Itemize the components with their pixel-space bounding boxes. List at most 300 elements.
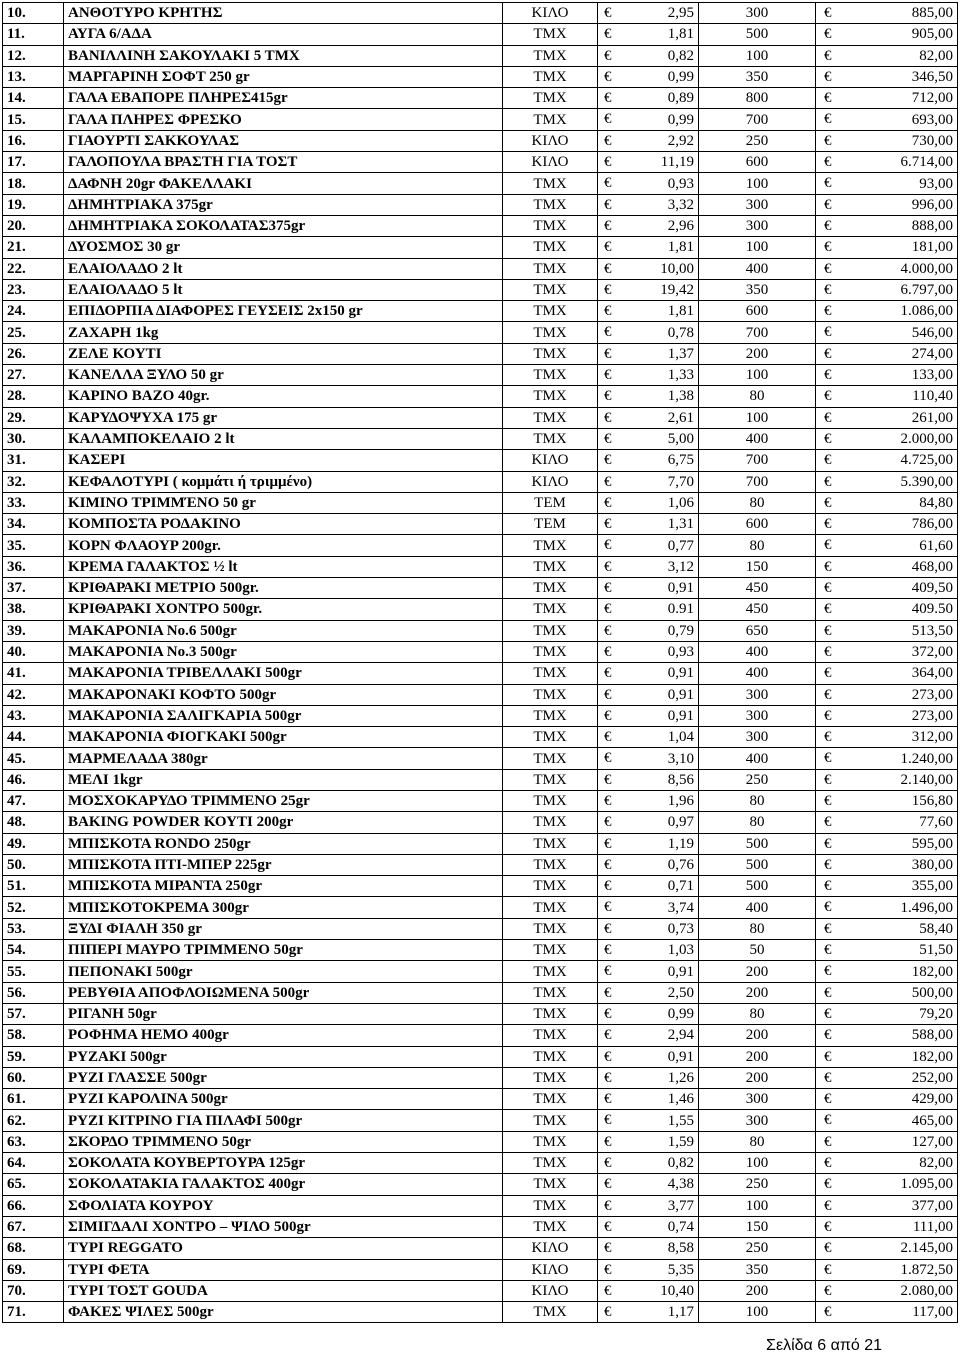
quantity: 650 [699,620,816,641]
unit-price: 0,91 [667,963,694,980]
table-row [3,1238,958,1259]
unit-price: 3,10 [667,750,694,767]
line-total: 786,00 [911,516,953,533]
unit-price: 0,91 [667,1048,694,1065]
unit-price: 6,75 [667,452,694,469]
unit-price: 2,94 [667,1027,694,1044]
quantity: 300 [699,215,816,236]
unit-price: 1,06 [667,494,694,511]
table-row [3,620,958,641]
unit-of-measure: ΤΕΜ [503,514,598,535]
line-total: 111,00 [912,1219,953,1236]
quantity: 350 [699,1259,816,1280]
line-total: 465,00 [911,1112,953,1129]
unit-price-cell [598,173,699,194]
product-name: ΚΕΦΑΛΟΤΥΡΙ ( κομμάτι ή τριμμένο) [64,471,503,492]
euro-sign: € [824,580,832,597]
line-total: 156,80 [911,793,953,810]
unit-of-measure: ΚΙΛΟ [503,152,598,173]
row-number: 49. [3,833,64,854]
line-total: 117,00 [912,1304,953,1321]
row-number: 50. [3,854,64,875]
unit-price-cell [598,45,699,66]
row-number: 57. [3,1003,64,1024]
quantity: 80 [699,918,816,939]
euro-sign: € [824,835,832,852]
euro-sign: € [824,686,832,703]
table-row [3,727,958,748]
euro-sign: € [824,1112,832,1129]
unit-price-cell [598,1067,699,1088]
unit-price: 4,38 [667,1176,694,1193]
euro-sign: € [604,68,612,85]
line-total-cell [816,940,958,961]
product-name: ΤΥΡΙ ΦΕΤΑ [64,1259,503,1280]
euro-sign: € [604,899,612,916]
table-row [3,152,958,173]
product-name: ΜΕΛΙ 1kgr [64,769,503,790]
row-number: 60. [3,1067,64,1088]
table-row [3,897,958,918]
product-name: ΜΑΡΓΑΡΙΝΗ ΣΟΦΤ 250 gr [64,66,503,87]
row-number: 11. [3,24,64,45]
unit-price-cell [598,812,699,833]
line-total: 84,80 [919,494,953,511]
line-total: 364,00 [911,665,953,682]
line-total-cell [816,1025,958,1046]
product-name: ΔΑΦΝΗ 20gr ΦΑΚΕΛΛΑΚΙ [64,173,503,194]
euro-sign: € [604,920,612,937]
line-total-cell [816,684,958,705]
euro-sign: € [824,942,832,959]
euro-sign: € [604,5,612,21]
unit-of-measure: ΤΜΧ [503,1174,598,1195]
line-total: 888,00 [911,218,953,235]
euro-sign: € [824,814,832,831]
table-row [3,833,958,854]
unit-of-measure: ΤΜΧ [503,1025,598,1046]
euro-sign: € [824,303,832,320]
line-total-cell [816,194,958,215]
euro-sign: € [824,1133,832,1150]
line-total: 2.140,00 [900,771,953,788]
line-total-cell [816,1153,958,1174]
quantity: 450 [699,599,816,620]
product-name: ΑΝΘΟΤΥΡΟ ΚΡΗΤΗΣ [64,3,503,24]
quantity: 300 [699,3,816,24]
product-name: ΜΠΙΣΚΟΤΑ ΠΤΙ-ΜΠΕΡ 225gr [64,854,503,875]
line-total: 380,00 [911,857,953,874]
euro-sign: € [604,260,612,277]
unit-price: 1,03 [667,942,694,959]
product-name: ΜΑΚΑΡΟΝΙΑ Νο.6 500gr [64,620,503,641]
unit-price: 3,32 [667,196,694,213]
quantity: 80 [699,812,816,833]
unit-price: 0,74 [667,1219,694,1236]
quantity: 200 [699,1067,816,1088]
row-number: 48. [3,812,64,833]
line-total-cell [816,663,958,684]
unit-price: 5,35 [667,1261,694,1278]
unit-of-measure: ΤΜΧ [503,535,598,556]
euro-sign: € [824,90,832,107]
line-total: 4.000,00 [900,260,953,277]
unit-of-measure: ΤΜΧ [503,1067,598,1088]
table-row [3,918,958,939]
euro-sign: € [824,856,832,873]
unit-price-cell [598,279,699,300]
product-name: ΚΙΜΙΝΟ ΤΡΙΜΜΈΝΟ 50 gr [64,492,503,513]
unit-price: 1,96 [667,793,694,810]
unit-price-cell [598,1131,699,1152]
row-number: 10. [3,3,64,24]
table-row [3,24,958,45]
euro-sign: € [604,430,612,447]
line-total: 274,00 [911,345,953,362]
euro-sign: € [604,281,612,298]
quantity: 300 [699,705,816,726]
line-total: 252,00 [911,1069,953,1086]
unit-price-cell [598,88,699,109]
unit-price: 1,26 [667,1069,694,1086]
euro-sign: € [604,665,612,682]
line-total-cell [816,599,958,620]
unit-of-measure: ΤΜΧ [503,556,598,577]
table-row [3,215,958,236]
unit-of-measure: ΤΜΧ [503,1302,598,1323]
table-row [3,876,958,897]
unit-of-measure: ΤΜΧ [503,705,598,726]
line-total-cell [816,386,958,407]
unit-price-cell [598,1280,699,1301]
unit-price-cell [598,194,699,215]
line-total-cell [816,578,958,599]
table-row [3,343,958,364]
row-number: 34. [3,514,64,535]
row-number: 61. [3,1089,64,1110]
euro-sign: € [604,26,612,43]
product-name: ΔΗΜΗΤΡΙΑΚΑ 375gr [64,194,503,215]
unit-of-measure: ΤΜΧ [503,1046,598,1067]
quantity: 450 [699,578,816,599]
euro-sign: € [824,516,832,533]
unit-of-measure: ΤΜΧ [503,854,598,875]
line-total: 1.496,00 [900,899,953,916]
table-row [3,1216,958,1237]
unit-price: 8,58 [667,1240,694,1257]
product-name: ΓΙΑΟΥΡΤΙ ΣΑΚΚΟΥΛΑΣ [64,130,503,151]
unit-of-measure: ΤΜΧ [503,641,598,662]
product-name: ΤΥΡΙ REGGATO [64,1238,503,1259]
line-total: 355,00 [911,878,953,895]
euro-sign: € [824,217,832,234]
table-row [3,1089,958,1110]
line-total-cell [816,727,958,748]
unit-price-cell [598,918,699,939]
unit-price: 1,81 [667,239,694,256]
line-total-cell [816,343,958,364]
euro-sign: € [604,217,612,234]
unit-price: 1,37 [667,345,694,362]
unit-price: 0,93 [667,175,694,192]
row-number: 42. [3,684,64,705]
table-row [3,535,958,556]
unit-price: 0,91 [667,707,694,724]
unit-price-cell [598,556,699,577]
line-total-cell [816,237,958,258]
quantity: 50 [699,940,816,961]
product-name: ΜΠΙΣΚΟΤΑ RONDO 250gr [64,833,503,854]
row-number: 65. [3,1174,64,1195]
unit-price-cell [598,1259,699,1280]
quantity: 400 [699,897,816,918]
line-total-cell [816,301,958,322]
unit-of-measure: ΤΜΧ [503,833,598,854]
quantity: 100 [699,1195,816,1216]
product-name: ΜΑΡΜΕΛΑΔΑ 380gr [64,748,503,769]
unit-price-cell [598,876,699,897]
unit-price: 11,19 [660,154,694,171]
quantity: 200 [699,961,816,982]
euro-sign: € [604,601,612,618]
line-total: 1.086,00 [900,303,953,320]
unit-price-cell [598,24,699,45]
table-row [3,1110,958,1131]
unit-price-cell [598,301,699,322]
unit-of-measure: ΤΜΧ [503,918,598,939]
unit-price-cell [598,961,699,982]
line-total: 51,50 [919,942,953,959]
line-total: 905,00 [911,26,953,43]
quantity: 80 [699,535,816,556]
unit-price-cell [598,1110,699,1131]
quantity: 500 [699,876,816,897]
table-row [3,173,958,194]
row-number: 44. [3,727,64,748]
unit-price-cell [598,641,699,662]
product-name: ΒΑΝΙΛΛΙΝΗ ΣΑΚΟΥΛΑΚΙ 5 ΤΜΧ [64,45,503,66]
line-total: 693,00 [911,111,953,128]
unit-price-cell [598,1153,699,1174]
line-total-cell [816,450,958,471]
unit-price: 7,70 [667,473,694,490]
euro-sign: € [604,643,612,660]
euro-sign: € [824,175,832,192]
table-row [3,684,958,705]
euro-sign: € [604,878,612,895]
euro-sign: € [824,1069,832,1086]
unit-of-measure: ΤΜΧ [503,24,598,45]
product-name: ΜΑΚΑΡΟΝΙΑ Νο.3 500gr [64,641,503,662]
euro-sign: € [604,1282,612,1299]
unit-of-measure: ΤΜΧ [503,940,598,961]
quantity: 300 [699,684,816,705]
unit-of-measure: ΤΜΧ [503,982,598,1003]
quantity: 600 [699,301,816,322]
euro-sign: € [824,792,832,809]
line-total-cell [816,812,958,833]
quantity: 800 [699,88,816,109]
unit-of-measure: ΤΕΜ [503,492,598,513]
line-total: 2.000,00 [900,431,953,448]
unit-price: 1,19 [667,835,694,852]
product-name: ΦΑΚΕΣ ΨΙΛΕΣ 500gr [64,1302,503,1323]
table-row [3,1280,958,1301]
quantity: 100 [699,1302,816,1323]
unit-of-measure: ΤΜΧ [503,599,598,620]
product-name: ΞΥΔΙ ΦΙΑΛΗ 350 gr [64,918,503,939]
euro-sign: € [824,878,832,895]
row-number: 59. [3,1046,64,1067]
row-number: 36. [3,556,64,577]
row-number: 22. [3,258,64,279]
quantity: 600 [699,152,816,173]
row-number: 47. [3,790,64,811]
unit-of-measure: ΚΙΛΟ [503,3,598,24]
unit-of-measure: ΤΜΧ [503,812,598,833]
line-total-cell [816,279,958,300]
unit-of-measure: ΤΜΧ [503,88,598,109]
unit-price: 0,91 [667,665,694,682]
unit-of-measure: ΤΜΧ [503,1195,598,1216]
row-number: 15. [3,109,64,130]
unit-price-cell [598,1195,699,1216]
product-name: ΡΙΓΑΝΗ 50gr [64,1003,503,1024]
line-total: 588,00 [911,1027,953,1044]
unit-price: 0,99 [667,111,694,128]
unit-price: 0,82 [667,47,694,64]
line-total-cell [816,215,958,236]
line-total: 712,00 [911,90,953,107]
unit-price-cell [598,1025,699,1046]
product-name: ΜΑΚΑΡΟΝΙΑ ΤΡΙΒΕΛΛΑΚΙ 500gr [64,663,503,684]
unit-price: 1,33 [667,367,694,384]
quantity: 300 [699,727,816,748]
table-row [3,982,958,1003]
table-row [3,1174,958,1195]
line-total-cell [816,769,958,790]
euro-sign: € [604,686,612,703]
unit-price-cell [598,897,699,918]
unit-price-cell [598,1174,699,1195]
line-total-cell [816,471,958,492]
euro-sign: € [824,665,832,682]
line-total: 996,00 [911,196,953,213]
table-row [3,386,958,407]
euro-sign: € [824,473,832,490]
euro-sign: € [824,1091,832,1108]
unit-of-measure: ΤΜΧ [503,386,598,407]
euro-sign: € [604,1304,612,1321]
unit-price-cell [598,940,699,961]
euro-sign: € [824,388,832,405]
unit-price-cell [598,833,699,854]
unit-price: 0,99 [667,1006,694,1023]
unit-of-measure: ΤΜΧ [503,1131,598,1152]
euro-sign: € [824,750,832,767]
unit-price: 1,04 [667,729,694,746]
euro-sign: € [604,1176,612,1193]
unit-of-measure: ΤΜΧ [503,1003,598,1024]
unit-of-measure: ΤΜΧ [503,109,598,130]
product-name: ΑΥΓΑ 6/ΑΔΑ [64,24,503,45]
line-total: 372,00 [911,644,953,661]
unit-price: 1,38 [667,388,694,405]
euro-sign: € [824,494,832,511]
euro-sign: € [604,1005,612,1022]
euro-sign: € [604,345,612,362]
product-name: ΡΥΖΙ ΚΙΤΡΙΝΟ ΓΙΑ ΠΙΛΑΦΙ 500gr [64,1110,503,1131]
line-total-cell [816,705,958,726]
line-total-cell [816,130,958,151]
euro-sign: € [824,601,832,618]
table-row [3,1003,958,1024]
unit-price: 1,46 [667,1091,694,1108]
unit-of-measure: ΤΜΧ [503,237,598,258]
euro-sign: € [604,1091,612,1108]
quantity: 300 [699,1110,816,1131]
quantity: 250 [699,1238,816,1259]
unit-of-measure: ΤΜΧ [503,1089,598,1110]
quantity: 100 [699,173,816,194]
table-row [3,556,958,577]
quantity: 200 [699,343,816,364]
line-total-cell [816,556,958,577]
euro-sign: € [604,1261,612,1278]
line-total-cell [816,1259,958,1280]
line-total-cell [816,88,958,109]
euro-sign: € [824,68,832,85]
unit-price-cell [598,1302,699,1323]
euro-sign: € [604,388,612,405]
unit-price-cell [598,322,699,343]
product-name: ΜΠΙΣΚΟΤΟΚΡΕΜΑ 300gr [64,897,503,918]
row-number: 14. [3,88,64,109]
euro-sign: € [824,729,832,746]
row-number: 28. [3,386,64,407]
quantity: 400 [699,258,816,279]
row-number: 51. [3,876,64,897]
unit-price: 0.91 [667,601,694,618]
product-name: ΜΠΙΣΚΟΤΑ ΜΙΡΑΝΤΑ 250gr [64,876,503,897]
product-name: ΡΥΖΙ ΓΛΑΣΣΕ 500gr [64,1067,503,1088]
line-total-cell [816,641,958,662]
line-total-cell [816,3,958,24]
line-total-cell [816,620,958,641]
table-row [3,961,958,982]
quantity: 200 [699,1280,816,1301]
unit-price: 1,81 [667,26,694,43]
quantity: 80 [699,386,816,407]
table-row [3,641,958,662]
euro-sign: € [824,899,832,916]
unit-of-measure: ΤΜΧ [503,66,598,87]
table-row [3,301,958,322]
line-total: 79,20 [919,1006,953,1023]
table-row [3,45,958,66]
line-total: 500,00 [911,984,953,1001]
euro-sign: € [604,1240,612,1257]
table-row [3,450,958,471]
unit-price: 1,55 [667,1112,694,1129]
table-row [3,258,958,279]
line-total: 409,50 [911,580,953,597]
line-total: 4.725,00 [900,452,953,469]
line-total-cell [816,961,958,982]
line-total: 273,00 [911,707,953,724]
table-row [3,471,958,492]
unit-price: 0,79 [667,622,694,639]
